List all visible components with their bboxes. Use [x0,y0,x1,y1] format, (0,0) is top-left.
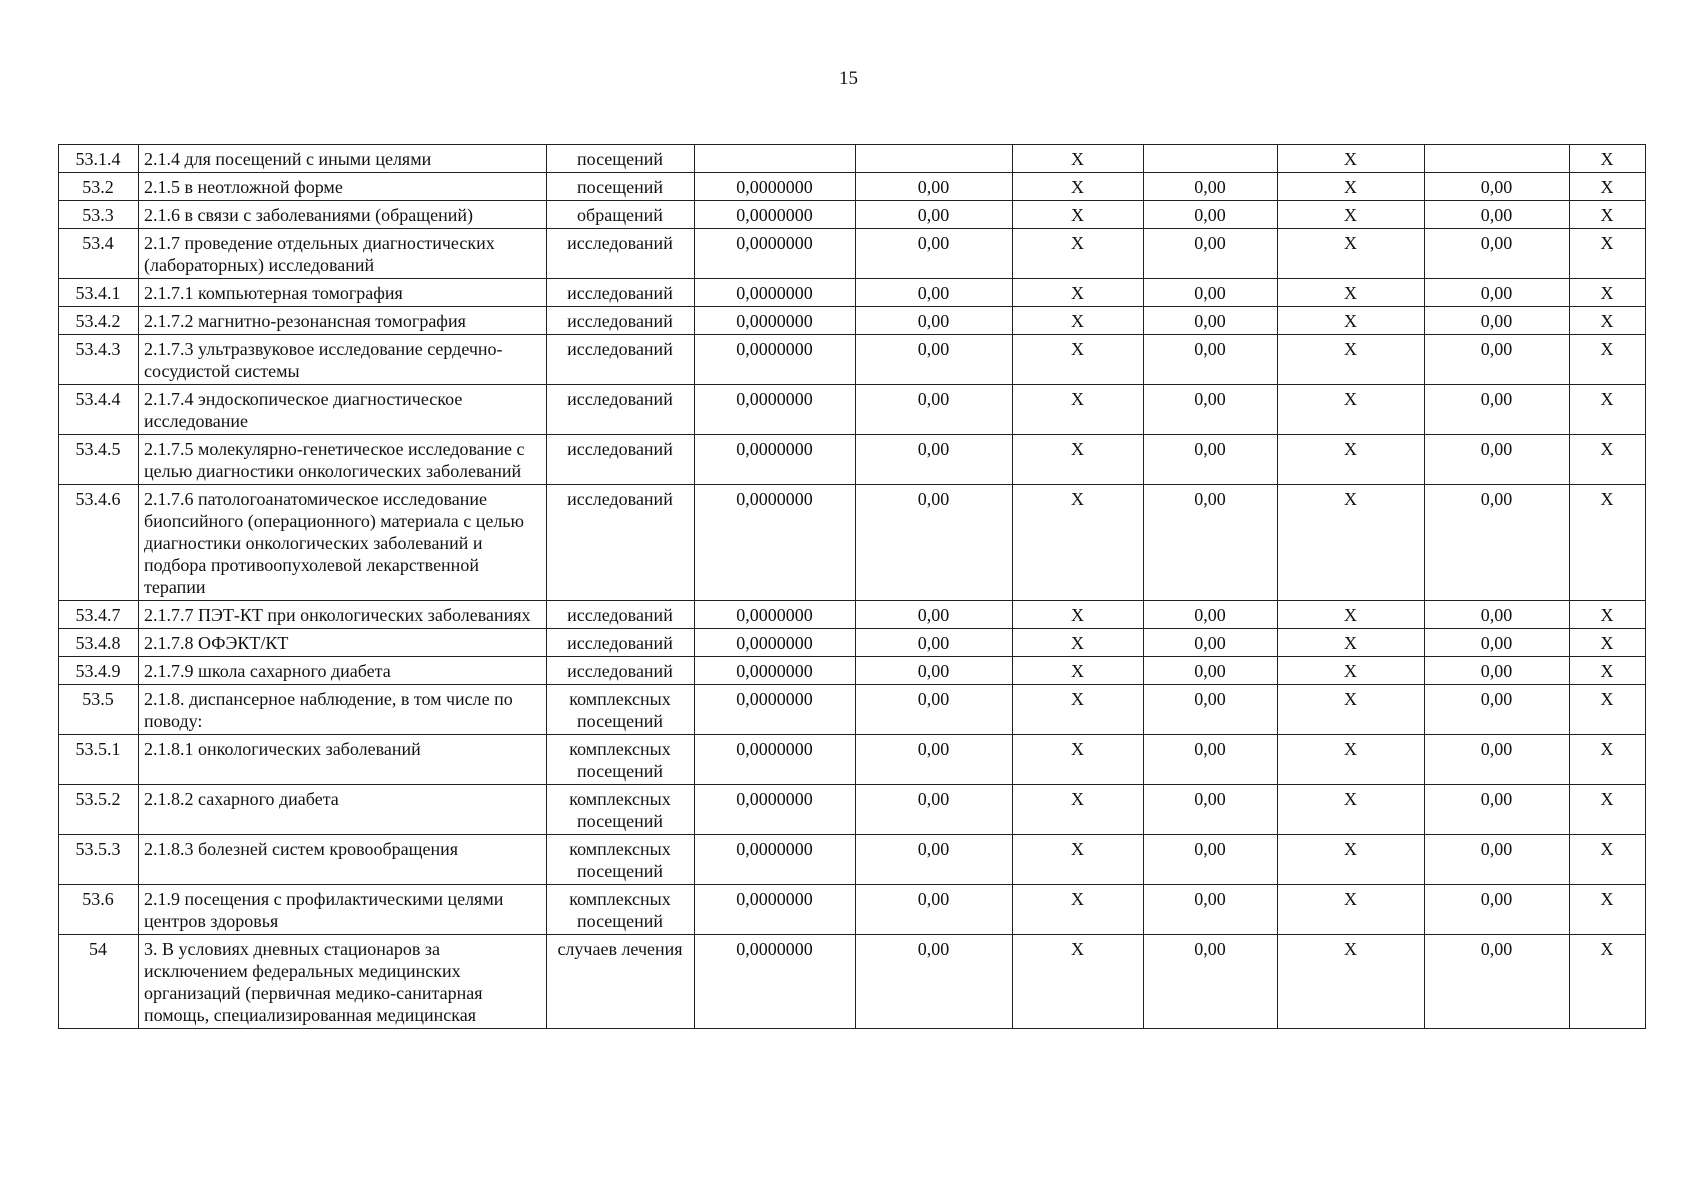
table-row [59,307,1646,335]
row-number-cell: 53.4.9 [59,657,139,685]
table-row [59,173,1646,201]
value-cell-3: Х [1013,935,1144,1029]
value-cell-2: 0,00 [856,279,1013,307]
value-cell-1: 0,0000000 [695,785,856,835]
value-cell-4: 0,00 [1144,629,1278,657]
unit-cell: случаев лечения [547,935,695,1029]
value-cell-2: 0,00 [856,935,1013,1029]
value-cell-4: 0,00 [1144,657,1278,685]
value-cell-6: 0,00 [1425,279,1570,307]
unit-cell: исследований [547,435,695,485]
value-cell-2: 0,00 [856,835,1013,885]
value-cell-3: Х [1013,145,1144,173]
value-cell-3: Х [1013,885,1144,935]
value-cell-1: 0,0000000 [695,601,856,629]
value-cell-1: 0,0000000 [695,201,856,229]
page-number: 15 [839,68,858,89]
value-cell-2: 0,00 [856,629,1013,657]
unit-cell: исследований [547,307,695,335]
value-cell-4 [1144,145,1278,173]
value-cell-3: Х [1013,785,1144,835]
value-cell-1: 0,0000000 [695,657,856,685]
value-cell-5: Х [1278,385,1425,435]
value-cell-7: Х [1570,657,1646,685]
value-cell-1: 0,0000000 [695,935,856,1029]
value-cell-3: Х [1013,201,1144,229]
value-cell-4: 0,00 [1144,307,1278,335]
value-cell-2: 0,00 [856,601,1013,629]
value-cell-6: 0,00 [1425,173,1570,201]
value-cell-1: 0,0000000 [695,307,856,335]
value-cell-3: Х [1013,385,1144,435]
indicator-cell: 2.1.7.6 патологоанатомическое исследование биопсийного (операционного) материала с целью диагностики онкологических заболеваний и подбора противоопухолевой лекарственной терапии [139,485,547,601]
value-cell-6 [1425,145,1570,173]
value-cell-1: 0,0000000 [695,629,856,657]
value-cell-5: Х [1278,279,1425,307]
value-cell-4: 0,00 [1144,485,1278,601]
value-cell-3: Х [1013,735,1144,785]
row-number-cell: 53.4 [59,229,139,279]
unit-cell: исследований [547,657,695,685]
value-cell-5: Х [1278,435,1425,485]
row-number-cell: 53.4.2 [59,307,139,335]
indicator-cell: 3. В условиях дневных стационаров за исключением федеральных медицинских организаций (первичная медико-санитарная помощь, специализированная медицинская [139,935,547,1029]
value-cell-4: 0,00 [1144,685,1278,735]
unit-cell: посещений [547,145,695,173]
table-row [59,485,1646,601]
row-number-cell: 53.4.6 [59,485,139,601]
table-row [59,685,1646,735]
value-cell-5: Х [1278,935,1425,1029]
row-number-cell: 53.5 [59,685,139,735]
value-cell-3: Х [1013,601,1144,629]
value-cell-7: Х [1570,279,1646,307]
value-cell-6: 0,00 [1425,601,1570,629]
unit-cell: исследований [547,485,695,601]
value-cell-4: 0,00 [1144,385,1278,435]
value-cell-4: 0,00 [1144,201,1278,229]
value-cell-7: Х [1570,145,1646,173]
value-cell-1: 0,0000000 [695,685,856,735]
value-cell-7: Х [1570,385,1646,435]
indicator-cell: 2.1.7.5 молекулярно-генетическое исследование с целью диагностики онкологических заболеваний [139,435,547,485]
value-cell-7: Х [1570,785,1646,835]
indicator-cell: 2.1.7.2 магнитно-резонансная томография [139,307,547,335]
value-cell-4: 0,00 [1144,173,1278,201]
indicator-cell: 2.1.7.7 ПЭТ-КТ при онкологических заболеваниях [139,601,547,629]
row-number-cell: 53.1.4 [59,145,139,173]
unit-cell: комплексных посещений [547,685,695,735]
indicator-cell: 2.1.6 в связи с заболеваниями (обращений) [139,201,547,229]
value-cell-1: 0,0000000 [695,485,856,601]
table-row [59,145,1646,173]
value-cell-7: Х [1570,435,1646,485]
row-number-cell: 53.2 [59,173,139,201]
unit-cell: исследований [547,601,695,629]
value-cell-5: Х [1278,885,1425,935]
value-cell-5: Х [1278,335,1425,385]
value-cell-5: Х [1278,657,1425,685]
value-cell-1: 0,0000000 [695,385,856,435]
value-cell-7: Х [1570,935,1646,1029]
value-cell-2: 0,00 [856,385,1013,435]
indicator-cell: 2.1.8.3 болезней систем кровообращения [139,835,547,885]
value-cell-7: Х [1570,229,1646,279]
value-cell-6: 0,00 [1425,229,1570,279]
table-row [59,335,1646,385]
row-number-cell: 53.5.2 [59,785,139,835]
table-row [59,785,1646,835]
value-cell-6: 0,00 [1425,835,1570,885]
value-cell-3: Х [1013,435,1144,485]
value-cell-6: 0,00 [1425,785,1570,835]
value-cell-6: 0,00 [1425,307,1570,335]
value-cell-2: 0,00 [856,201,1013,229]
row-number-cell: 53.4.4 [59,385,139,435]
indicator-cell: 2.1.8.2 сахарного диабета [139,785,547,835]
value-cell-6: 0,00 [1425,629,1570,657]
indicator-cell: 2.1.7.3 ультразвуковое исследование сердечно-сосудистой системы [139,335,547,385]
value-cell-7: Х [1570,335,1646,385]
row-number-cell: 53.4.5 [59,435,139,485]
unit-cell: исследований [547,335,695,385]
value-cell-5: Х [1278,201,1425,229]
value-cell-2: 0,00 [856,657,1013,685]
row-number-cell: 53.4.1 [59,279,139,307]
row-number-cell: 53.4.8 [59,629,139,657]
value-cell-3: Х [1013,335,1144,385]
value-cell-1: 0,0000000 [695,173,856,201]
value-cell-5: Х [1278,601,1425,629]
value-cell-3: Х [1013,657,1144,685]
row-number-cell: 53.4.7 [59,601,139,629]
indicator-cell: 2.1.4 для посещений с иными целями [139,145,547,173]
value-cell-6: 0,00 [1425,935,1570,1029]
value-cell-6: 0,00 [1425,335,1570,385]
value-cell-6: 0,00 [1425,435,1570,485]
table-row [59,835,1646,885]
value-cell-4: 0,00 [1144,835,1278,885]
value-cell-1: 0,0000000 [695,229,856,279]
value-cell-5: Х [1278,685,1425,735]
value-cell-5: Х [1278,785,1425,835]
value-cell-4: 0,00 [1144,279,1278,307]
value-cell-3: Х [1013,685,1144,735]
value-cell-7: Х [1570,885,1646,935]
table-body [59,145,1646,1029]
value-cell-6: 0,00 [1425,885,1570,935]
table-row [59,935,1646,1029]
value-cell-6: 0,00 [1425,735,1570,785]
table-row [59,885,1646,935]
value-cell-5: Х [1278,629,1425,657]
unit-cell: обращений [547,201,695,229]
indicator-cell: 2.1.7.9 школа сахарного диабета [139,657,547,685]
value-cell-7: Х [1570,307,1646,335]
value-cell-7: Х [1570,601,1646,629]
unit-cell: исследований [547,229,695,279]
value-cell-1 [695,145,856,173]
value-cell-5: Х [1278,145,1425,173]
unit-cell: посещений [547,173,695,201]
row-number-cell: 53.6 [59,885,139,935]
value-cell-2: 0,00 [856,229,1013,279]
table-row [59,385,1646,435]
indicator-cell: 2.1.7 проведение отдельных диагностических (лабораторных) исследований [139,229,547,279]
unit-cell: комплексных посещений [547,885,695,935]
value-cell-5: Х [1278,173,1425,201]
unit-cell: комплексных посещений [547,735,695,785]
unit-cell: комплексных посещений [547,785,695,835]
data-table [58,144,1646,1029]
row-number-cell: 53.4.3 [59,335,139,385]
value-cell-2: 0,00 [856,735,1013,785]
unit-cell: исследований [547,279,695,307]
row-number-cell: 53.5.1 [59,735,139,785]
value-cell-2: 0,00 [856,685,1013,735]
value-cell-5: Х [1278,835,1425,885]
value-cell-3: Х [1013,229,1144,279]
value-cell-7: Х [1570,835,1646,885]
indicator-cell: 2.1.7.4 эндоскопическое диагностическое исследование [139,385,547,435]
value-cell-6: 0,00 [1425,201,1570,229]
value-cell-3: Х [1013,173,1144,201]
table-row [59,201,1646,229]
value-cell-4: 0,00 [1144,229,1278,279]
row-number-cell: 53.3 [59,201,139,229]
value-cell-1: 0,0000000 [695,835,856,885]
indicator-cell: 2.1.7.1 компьютерная томография [139,279,547,307]
value-cell-4: 0,00 [1144,335,1278,385]
value-cell-6: 0,00 [1425,385,1570,435]
indicator-cell: 2.1.8. диспансерное наблюдение, в том числе по поводу: [139,685,547,735]
row-number-cell: 53.5.3 [59,835,139,885]
value-cell-3: Х [1013,835,1144,885]
value-cell-2: 0,00 [856,485,1013,601]
value-cell-2: 0,00 [856,785,1013,835]
value-cell-2 [856,145,1013,173]
value-cell-3: Х [1013,307,1144,335]
value-cell-5: Х [1278,307,1425,335]
value-cell-1: 0,0000000 [695,435,856,485]
indicator-cell: 2.1.9 посещения с профилактическими целями центров здоровья [139,885,547,935]
table-row [59,735,1646,785]
table-row [59,629,1646,657]
table-row [59,279,1646,307]
value-cell-3: Х [1013,485,1144,601]
table-row [59,435,1646,485]
table-row [59,657,1646,685]
indicator-cell: 2.1.7.8 ОФЭКТ/КТ [139,629,547,657]
value-cell-2: 0,00 [856,173,1013,201]
row-number-cell: 54 [59,935,139,1029]
value-cell-7: Х [1570,629,1646,657]
value-cell-3: Х [1013,279,1144,307]
value-cell-7: Х [1570,685,1646,735]
value-cell-2: 0,00 [856,435,1013,485]
value-cell-4: 0,00 [1144,785,1278,835]
value-cell-7: Х [1570,735,1646,785]
value-cell-1: 0,0000000 [695,279,856,307]
value-cell-7: Х [1570,485,1646,601]
value-cell-3: Х [1013,629,1144,657]
value-cell-7: Х [1570,173,1646,201]
value-cell-6: 0,00 [1425,485,1570,601]
value-cell-4: 0,00 [1144,935,1278,1029]
value-cell-4: 0,00 [1144,601,1278,629]
value-cell-2: 0,00 [856,335,1013,385]
value-cell-5: Х [1278,229,1425,279]
value-cell-2: 0,00 [856,307,1013,335]
value-cell-1: 0,0000000 [695,335,856,385]
value-cell-4: 0,00 [1144,735,1278,785]
unit-cell: комплексных посещений [547,835,695,885]
indicator-cell: 2.1.8.1 онкологических заболеваний [139,735,547,785]
value-cell-2: 0,00 [856,885,1013,935]
unit-cell: исследований [547,385,695,435]
unit-cell: исследований [547,629,695,657]
value-cell-5: Х [1278,735,1425,785]
indicator-cell: 2.1.5 в неотложной форме [139,173,547,201]
table-row [59,229,1646,279]
value-cell-4: 0,00 [1144,885,1278,935]
value-cell-4: 0,00 [1144,435,1278,485]
value-cell-5: Х [1278,485,1425,601]
value-cell-1: 0,0000000 [695,735,856,785]
value-cell-6: 0,00 [1425,685,1570,735]
value-cell-7: Х [1570,201,1646,229]
value-cell-6: 0,00 [1425,657,1570,685]
table-row [59,601,1646,629]
value-cell-1: 0,0000000 [695,885,856,935]
